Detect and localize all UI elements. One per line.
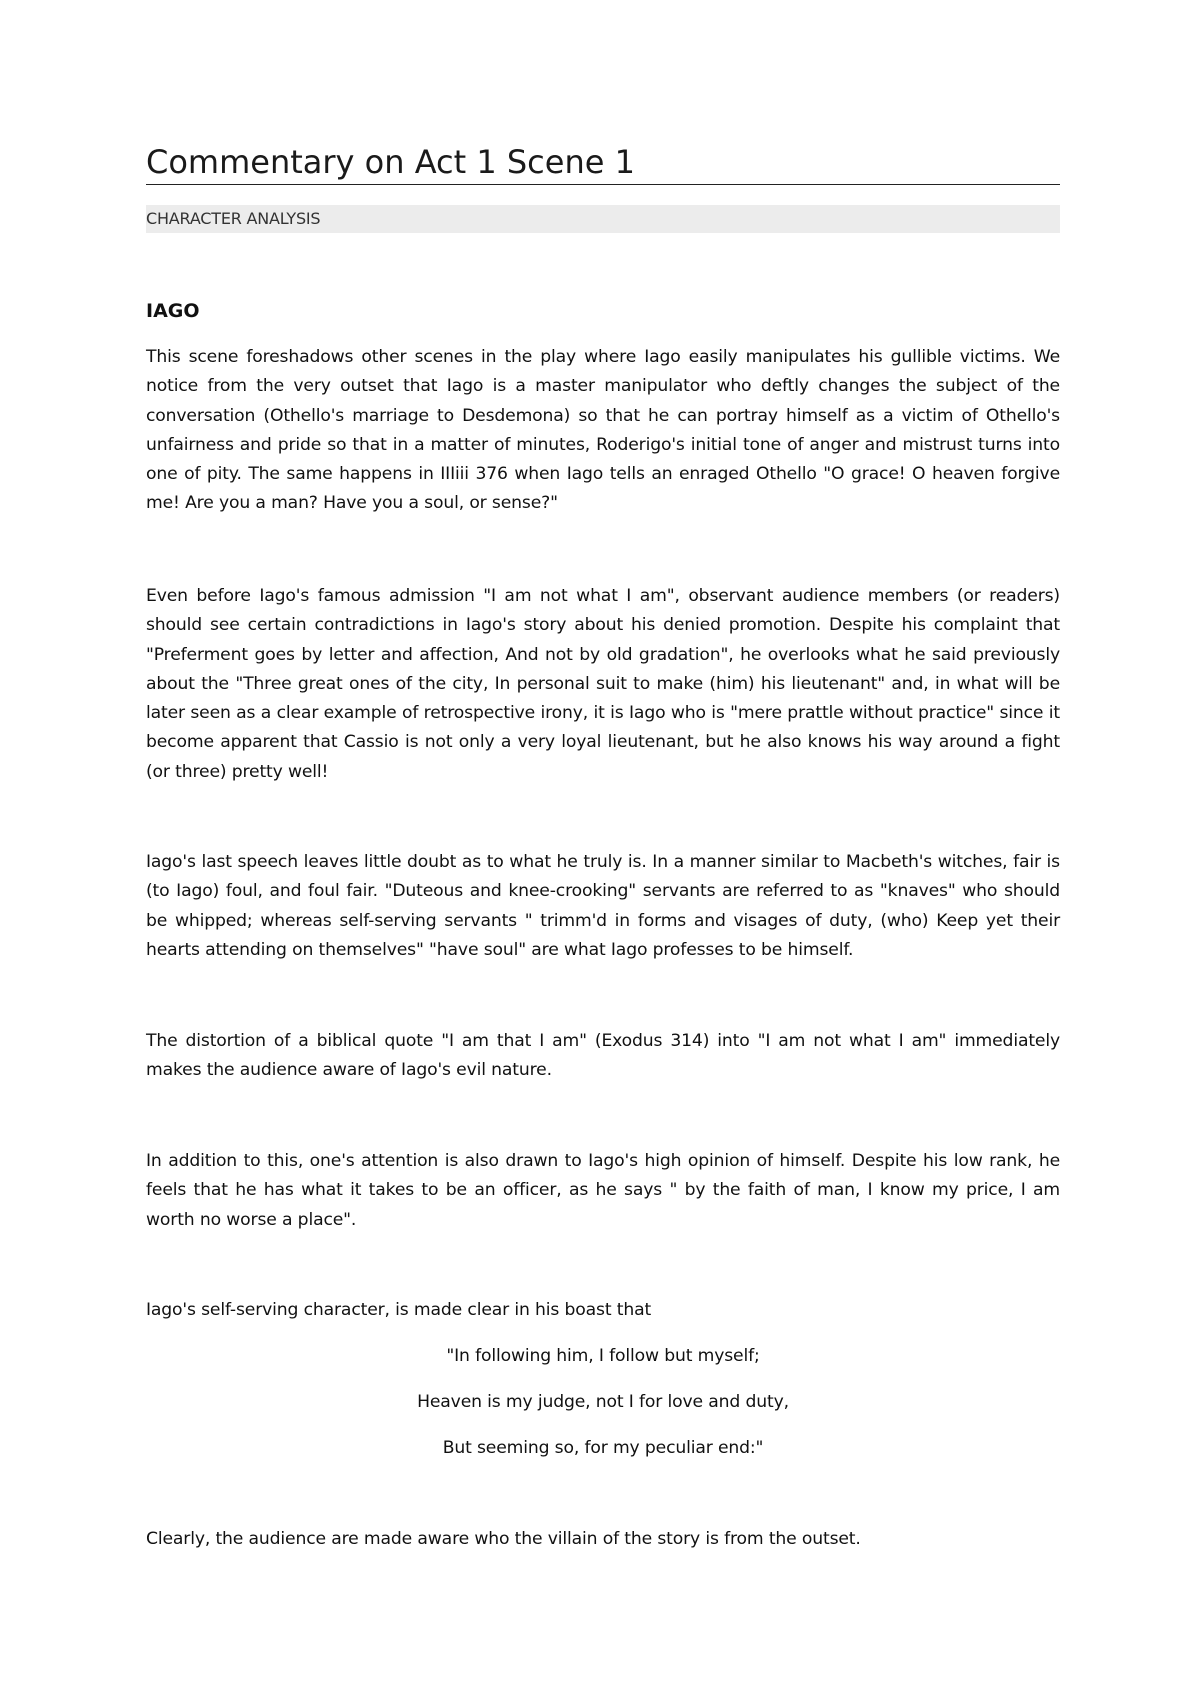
character-heading: IAGO xyxy=(146,300,200,322)
paragraph-closing: Clearly, the audience are made aware who the villain of the story is from the outset. xyxy=(146,1529,861,1549)
paragraph-self-serving: Iago's self-serving character, is made clear in his boast that xyxy=(146,1300,652,1320)
paragraph-foreshadowing: This scene foreshadows other scenes in the play where Iago easily manipulates his gullible victims. We notice from the very outset that Iago is a master manipulator who deftly changes the subject of the conversation (Othello's marriage to Desdemona) so that he can portray himself as a victim of Othello's unfairness and pride so that in a matter of minutes, Roderigo's initial tone of anger and mistrust turns into one of pity. The same happens in IIIiii 376 when Iago tells an enraged Othello "O grace! O heaven forgive me! Are you a man? Have you a soul, or sense?" xyxy=(146,347,1060,514)
paragraph-biblical-quote: The distortion of a biblical quote "I am that I am" (Exodus 314) into "I am not what I am" immediately makes the audience aware of Iago's evil nature. xyxy=(146,1031,1060,1081)
quote-line: But seeming so, for my peculiar end:" xyxy=(442,1438,764,1458)
paragraph-last-speech: Iago's last speech leaves little doubt as to what he truly is. In a manner similar to Macbeth's witches, fair is (to Iago) foul, and foul fair. "Duteous and knee-crooking" servants are referred to as "knaves" who should be whipped; whereas self-serving servants " trimm'd in forms and visages of duty, (who) Keep yet their hearts attending on themselves" "have soul" are what Iago professes to be himself. xyxy=(146,852,1060,960)
section-subtitle: CHARACTER ANALYSIS xyxy=(146,209,321,228)
page-title: Commentary on Act 1 Scene 1 xyxy=(146,143,635,181)
paragraph-high-opinion: In addition to this, one's attention is also drawn to Iago's high opinion of himself. Despite his low rank, he feels that he has what it takes to be an officer, as he says " by the faith of man, I know my price, I am worth no worse a place". xyxy=(146,1151,1060,1230)
title-underline xyxy=(146,184,1060,185)
paragraph-contradictions: Even before Iago's famous admission "I am not what I am", observant audience members (or readers) should see certain contradictions in Iago's story about his denied promotion. Despite his complaint that "Preferment goes by letter and affection, And not by old gradation", he overlooks what he said previously about the "Three great ones of the city, In personal suit to make (him) his lieutenant" and, in what will be later seen as a clear example of retrospective irony, it is Iago who is "mere prattle without practice" since it become apparent that Cassio is not only a very loyal lieutenant, but he also knows his way around a fight (or three) pretty well! xyxy=(146,586,1060,782)
quote-line: Heaven is my judge, not I for love and duty, xyxy=(417,1392,789,1412)
quote-line: "In following him, I follow but myself; xyxy=(446,1346,760,1366)
